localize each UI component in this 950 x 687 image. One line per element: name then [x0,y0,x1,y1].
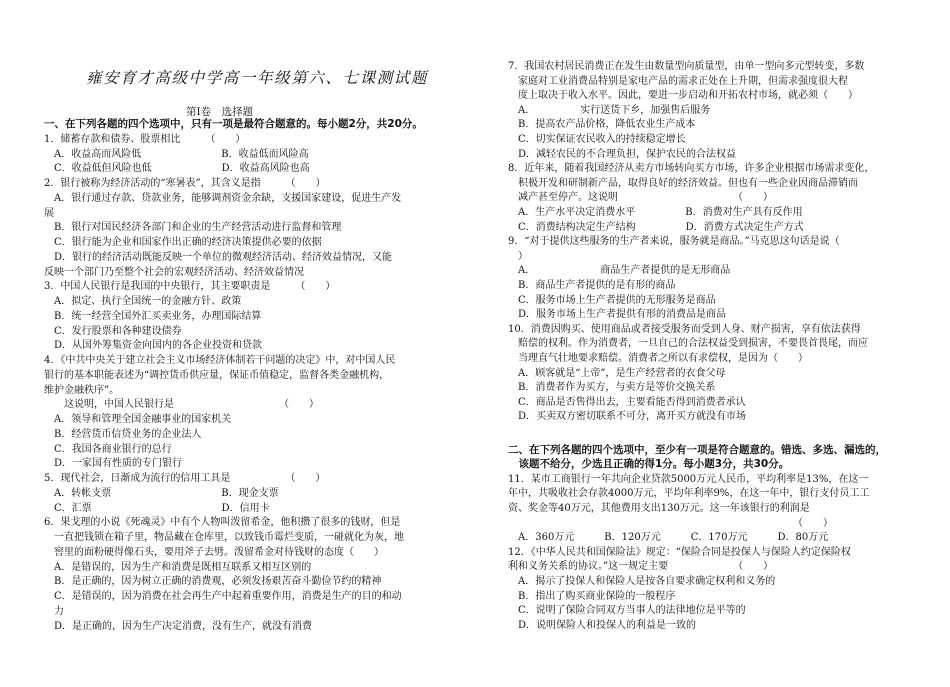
left-line: A．是错误的，因为生产和消费是既相互联系又相互区别的 [44,561,312,573]
right-line: 积极开发和研制新产品，取得良好的经济效益。但也有一些企业因商品滞销而 [508,177,858,189]
part-label: 第Ⅰ卷 选择题 [186,106,254,118]
right-line: D．说明保险人和投保人的利益是一致的 [508,619,697,631]
left-line: D．一家国有性质的专门银行 [44,458,183,470]
left-line: D．从国外筹集资金向国内的各企业投资和贷款 [44,340,263,352]
left-line: 一、在下列各题的四个选项中，只有一项是最符合题意的。每小题2分，共20分。 [44,118,423,130]
left-line: 一直把钱锁在箱子里，物品藏在仓库里，以致钱币霉烂变质，一碰就化为灰，地 [44,532,404,543]
left-line: C．我国各商业银行的总行 [44,443,172,455]
left-line: C．汇票 D．信用卡 [44,502,270,514]
right-line: 7．我国农村居民消费正在发生由数量型向质量型，由单一型向多元型转变，多数 [508,61,865,72]
left-line: A．收益高而风险低 B．收益低而风险高 [44,148,309,160]
left-line: 反映一个部门乃至整个社会的宏观经济活动、经济效益情况 [44,266,304,278]
left-line: A．转帐支票 B．现金支票 [44,487,279,499]
right-line: B．提高农产品价格，降低农业生产成本 [508,119,696,131]
left-line: B．统一经营全国外汇买卖业务，办理国际结算 [44,310,262,322]
left-line: C．银行能为企业和国家作出正确的经济决策提供必要的依据 [44,237,322,248]
right-line: C．说明了保险合同双方当事人的法律地位是平等的 [508,605,746,617]
right-line: C．服务市场上生产者提供的无形服务是商品 [508,294,716,306]
right-line: A． 商品生产者提供的是无形商品 [508,265,731,277]
right-line: C．切实保证农民收入的持续稳定增长 [508,134,686,145]
right-line: B．消费者作为买方，与卖方是等价交换关系 [508,382,716,394]
right-line: B．商品生产者提供的是有形的商品 [508,280,676,291]
left-line: A．银行通过存款、贷款业务，能够调剂资金余缺，支援国家建设，促进生产发 [44,192,402,204]
left-line: 窖里的面粉硬得像石头，要用斧子去劈。泼留希金对待钱财的态度（ ） [44,546,384,558]
left-line: B．是正确的，因为树立正确的消费观，必须发扬艰苦奋斗勤俭节约的精神 [44,576,382,588]
left-line: 维护金融秩序”。 [44,384,120,396]
page-title: 雍安育才高级中学高一年级第六、七课测试题 [86,69,429,87]
left-line: B．经营货币信贷业务的企业法人 [44,428,202,440]
right-line: 减产甚至停产。这说明 （ ） [508,192,773,204]
right-line: 该题不给分，少选且正确的得1分。每小题3分，共30分。 [508,458,790,471]
right-line: ） [508,250,528,262]
left-line: 力 [44,605,64,617]
right-line: 度上取决于收入水平。因此，要进一步启动和开拓农村市场，就必须（ ） [508,90,858,102]
left-line: 3．中国人民银行是我国的中央银行，其主要职责是 （ ） [44,281,336,293]
right-line: 赔偿的权利。作为消费者，一旦自己的合法权益受到损害，不要畏首畏尾，而应 [508,338,868,350]
left-line: D．银行的经济活动既能反映一个单位的微观经济活动、经济效益情况，又能 [44,251,393,263]
right-line: D．减轻农民的不合理负担，保护农民的合法权益 [508,148,737,160]
right-line: C．商品是否售得出去，主要看能否得到消费者承认 [508,396,746,408]
left-line: A．领导和管理全国金融事业的国家机关 [44,414,232,425]
right-line: A．揭示了投保人和保险人是按各自要求确定权利和义务的 [508,576,776,587]
left-line: 1．储蓄存款和债券、股票相比 （ ） [44,133,246,145]
right-line: A．生产水平决定消费水平 B．消费对生产具有反作用 [508,207,803,218]
right-line: 利和义务关系的协议。”这一规定主要 （ ） [508,561,774,573]
left-line: 2．银行被称为经济活动的“寒暑表”，其含义是指 （ ） [44,178,326,189]
left-line: D．是正确的，因为生产决定消费，没有生产，就没有消费 [44,620,313,632]
right-line: 当理直气壮地要求赔偿。消费者之所以有求偿权，是因为（ ） [508,353,808,364]
right-line: 11．某市工商银行一年共向企业贷款5000万元人民币，平均利率是13%，在这一 [508,473,869,485]
left-line: C．是错误的，因为消费在社会再生产中起着重要作用，消费是生产的目的和动 [44,591,402,602]
left-line: B．银行对国民经济各部门和企业的生产经营活动进行监督和管理 [44,222,342,234]
right-line: 10．消费因购买、使用商品或者接受服务而受到人身、财产损害，享有依法获得 [508,323,861,335]
right-line: D．服务市场上生产者提供有形的消费品是商品 [508,309,727,321]
left-line: 这说明，中国人民银行是 （ ） [44,399,319,411]
right-line: 9．“对于提供这些服务的生产者来说，服务就是商品。”马克思这句话是说（ [508,236,840,248]
right-line: D．买卖双方密切联系不可分，离开买方就没有市场 [508,411,747,423]
right-line: 二、在下列各题的四个选项中，至少有一项是符合题意的。错选、多选、漏选的， [508,443,886,456]
left-line: 6．果戈理的小说《死魂灵》中有个人物叫泼留希金，他积攒了很多的钱财，但是 [44,517,401,529]
right-line: A． 实行送货下乡，加强售后服务 [508,104,711,116]
right-line: 年中，共吸收社会存款4000万元，平均年利率9%，在这一年中，银行支付员工工 [508,488,870,500]
left-line: 4．《中共中央关于建立社会主义市场经济体制若干问题的决定》中，对中国人民 [44,355,396,366]
left-line: 银行的基本职能表述为“调控货币供应量，保证币值稳定，监督各类金融机构， [44,369,390,381]
left-line: 5．现代社会，日渐成为流行的信用工具是 （ ） [44,473,326,484]
right-line: 家庭对工业消费品特别是家电产品的需求正处在上升期，但需求强度很大程 [508,75,848,87]
right-line: 8．近年来，随着我国经济从卖方市场转向买方市场，许多企业根据市场需求变化， [508,163,875,175]
left-line: 展 [44,207,54,219]
left-line: C．收益低但风险也低 D．收益高风险也高 [44,163,310,175]
right-line: 12．《中华人民共和国保险法》规定：“保险合同是投保人与保险人约定保险权 [508,546,851,558]
left-line: A．拟定、执行全国统一的金融方针、政策 [44,296,242,307]
left-line: C．发行股票和各种建设债券 [44,325,182,337]
right-line: B．指出了购买商业保险的一般程序 [508,590,676,602]
right-line: A．顾客就是“上帝”，是生产经营者的衣食父母 [508,367,726,379]
right-line: 资、奖金等40万元，其他费用支出130万元。这一年该银行的利润是 [508,503,810,514]
right-line: A．360万元 B．120万元 C．170万元 D．80万元 [508,532,829,544]
right-line: （ ） [508,517,833,529]
right-line: C．消费结构决定生产结构 D．消费方式决定生产方式 [508,221,804,233]
